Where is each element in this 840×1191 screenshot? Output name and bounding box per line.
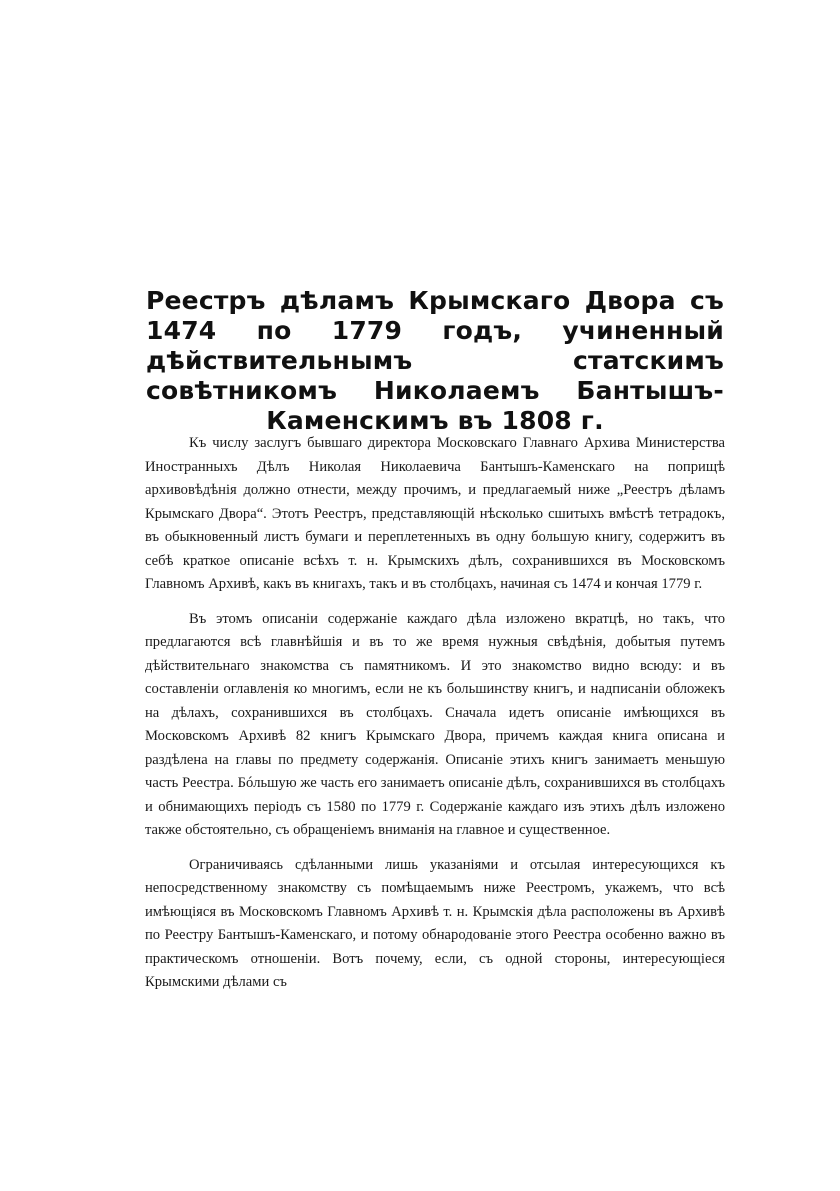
document-body [145,432,725,1006]
paragraph-1: Къ числу заслугъ бывшаго директора Московскаго Главнаго Архива Министерства Иностранныхъ Дѣлъ Николая Николаевича Бантышъ-Каменскаго на поприщѣ архивовѣдѣнія должно отнести, между прочимъ, и предлагаемый ниже „Реестръ дѣламъ Крымскаго Двора“. Этотъ Реестръ, представляющій нѣсколько сшитыхъ вмѣстѣ тетрадокъ, въ обыкновенный листъ бумаги и переплетенныхъ въ одну большую книгу, содержитъ въ себѣ краткое описаніе всѣхъ т. н. Крымскихъ дѣлъ, сохранившихся въ Московскомъ Главномъ Архивѣ, какъ въ книгахъ, такъ и въ столбцахъ, начиная съ 1474 и кончая 1779 г. [145,435,725,592]
paragraph-2: Въ этомъ описаніи содержаніе каждаго дѣла изложено вкратцѣ, но такъ, что предлагаются всѣ главнѣйшія и въ то же время нужныя свѣдѣнія, добытыя путемъ дѣйствительнаго знакомства съ памятникомъ. И это знакомство видно всюду: и въ составленіи оглавленія ко многимъ, если не къ большинству книгъ, и надписаніи обложекъ на дѣлахъ, сохранившихся въ столбцахъ. Сначала идетъ описаніе имѣющихся въ Московскомъ Архивѣ 82 книгъ Крымскаго Двора, причемъ каждая книга описана и раздѣлена на главы по предмету содержанія. Описаніе этихъ книгъ занимаетъ меньшую часть Реестра. Бóльшую же часть его занимаетъ описаніе дѣлъ, сохранившихся въ столбцахъ и обнимающихъ періодъ съ 1580 по 1779 г. Содержаніе каждаго изъ этихъ дѣлъ изложено также обстоятельно, съ обращеніемъ вниманія на главное и существенное. [145,610,725,838]
document-title: Реестръ дѣламъ Крымскаго Двора съ 1474 по 1779 годъ, учиненный дѣйствительнымъ статскимъ совѣтникомъ Николаемъ Бантышъ-Каменскимъ въ 1808 г. [146,286,724,435]
paragraph-3: Ограничиваясь сдѣланными лишь указаніями и отсылая интересующихся къ непосредственному знакомству съ помѣщаемымъ ниже Реестромъ, укажемъ, что всѣ имѣющіяся въ Московскомъ Главномъ Архивѣ т. н. Крымскія дѣла расположены въ Архивѣ по Реестру Бантышъ-Каменскаго, и потому обнародованіе этого Реестра особенно важно въ практическомъ отношеніи. Вотъ почему, если, съ одной стороны, интересующіеся Крымскими дѣлами съ [145,856,725,990]
